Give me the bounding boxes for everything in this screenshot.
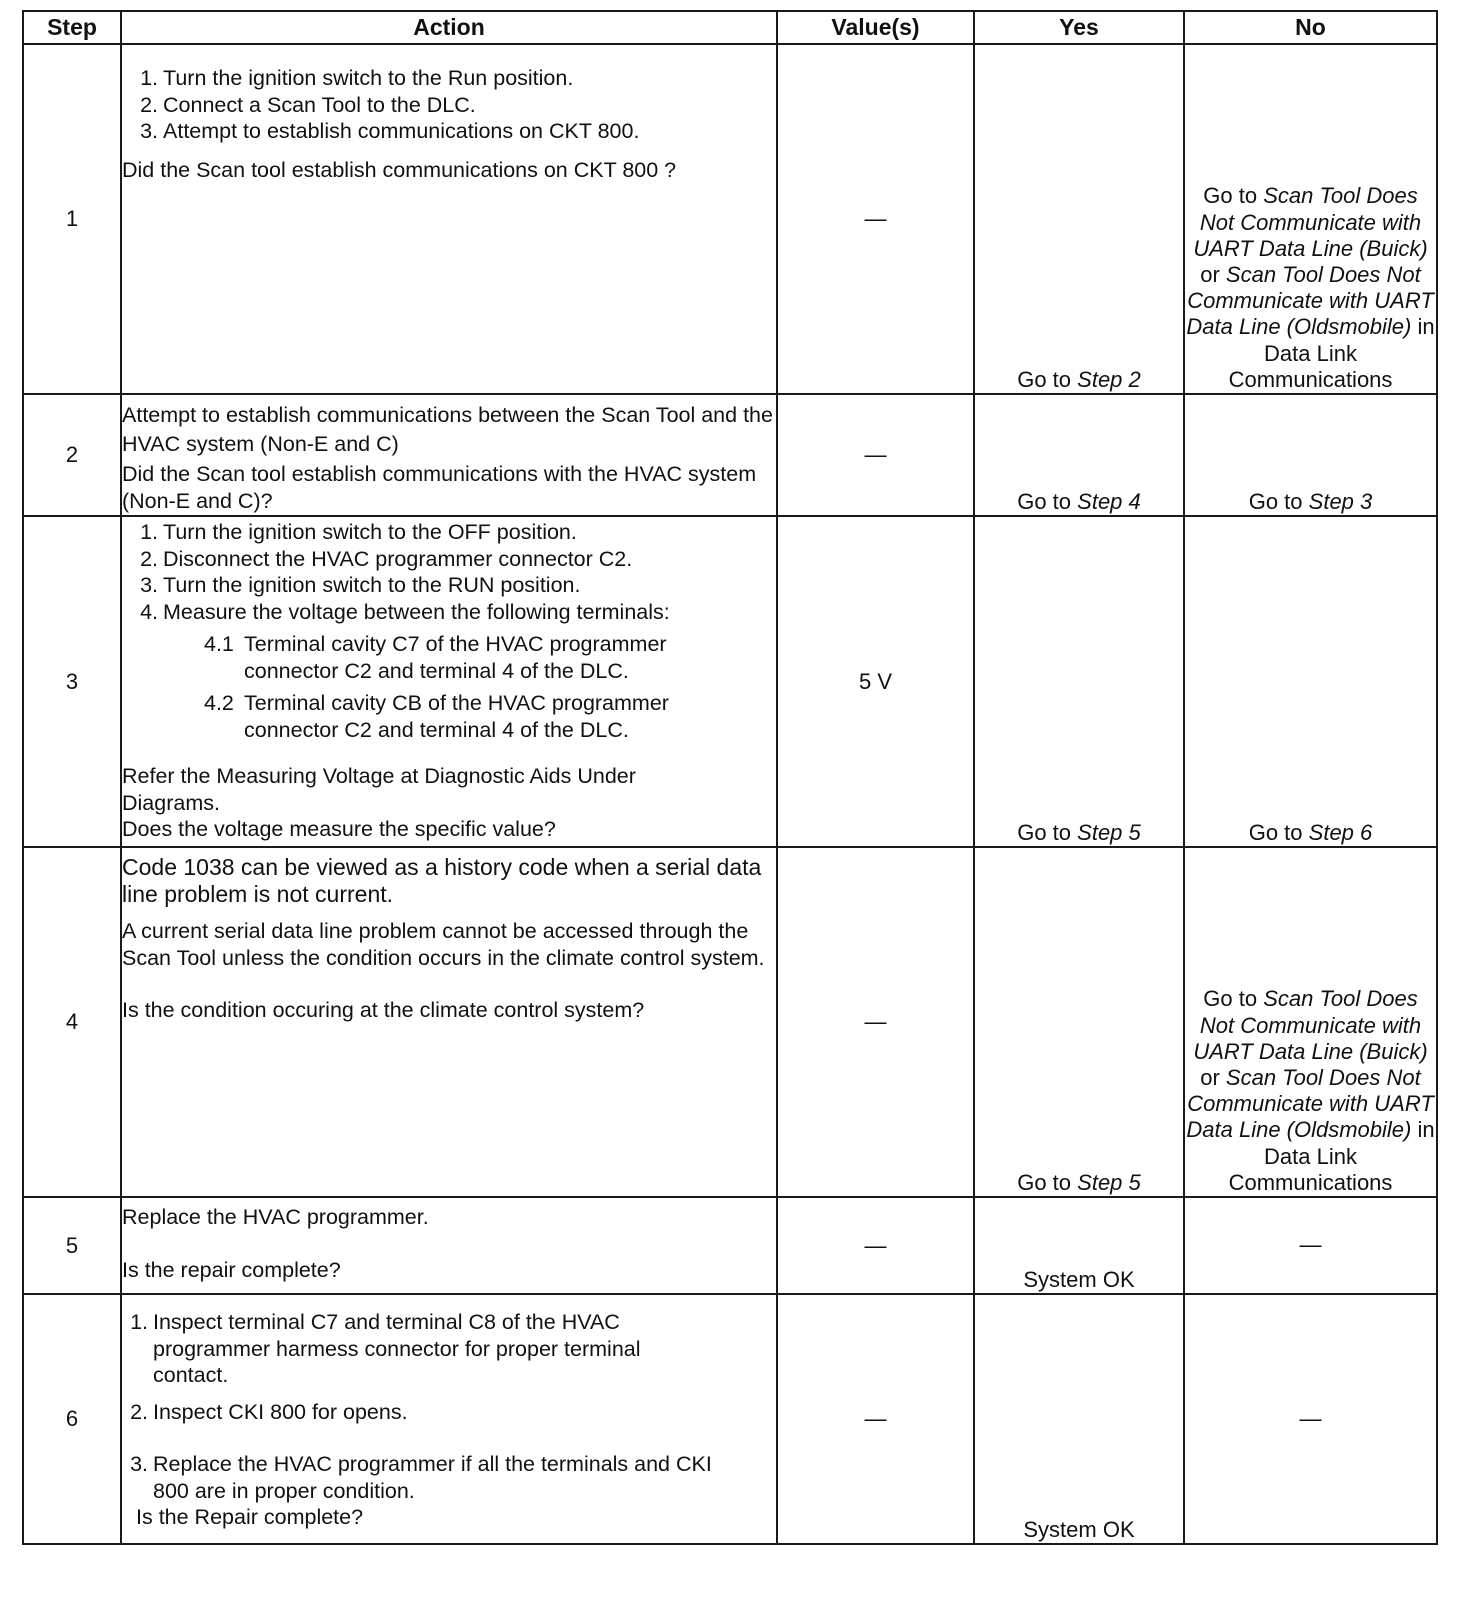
list-item: 2. Inspect CKI 800 for opens. <box>130 1399 408 1424</box>
action-cell <box>121 44 777 394</box>
diagnostic-table <box>22 10 1438 1545</box>
sub-item: 4.2 Terminal cavity CB of the HVAC programmer connector C2 and terminal 4 of the DLC. <box>204 691 669 742</box>
step-number: 6 <box>23 1294 121 1544</box>
action-cell <box>121 394 777 516</box>
no-cell: Go to Scan Tool Does Not Communicate with UART Data Line (Buick) or Scan Tool Does Not Communicate with UART Data Line (Oldsmobile) in Data Link Communications <box>1184 847 1437 1197</box>
action-question: Did the Scan tool establish communications with the HVAC system (Non-E and C)? <box>122 462 757 513</box>
table-row <box>23 516 1437 847</box>
header-yes: Yes <box>974 11 1184 44</box>
action-question: Is the repair complete? <box>122 1257 341 1282</box>
step-link[interactable]: Step 4 <box>1077 489 1141 514</box>
procedure-link-buick[interactable]: Scan Tool Does Not Communicate with UART Data Line (Buick) <box>1193 986 1428 1064</box>
header-values: Value(s) <box>777 11 974 44</box>
list-item: 2. Disconnect the HVAC programmer connector C2. <box>140 546 633 571</box>
value-cell: — <box>777 1294 974 1544</box>
action-cell <box>121 847 777 1197</box>
action-cell <box>121 1294 777 1544</box>
step-number: 2 <box>23 394 121 516</box>
action-reference: Refer the Measuring Voltage at Diagnostic Aids Under Diagrams. <box>122 764 636 815</box>
no-cell: Go to Scan Tool Does Not Communicate with UART Data Line (Buick) or Scan Tool Does Not Communicate with UART Data Line (Oldsmobile) in Data Link Communications <box>1184 44 1437 394</box>
value-cell: 5 V <box>777 516 974 847</box>
header-step: Step <box>23 11 121 44</box>
yes-cell: Go to Step 5 <box>974 516 1184 847</box>
procedure-link-buick[interactable]: Scan Tool Does Not Communicate with UART Data Line (Buick) <box>1193 183 1428 261</box>
step-link[interactable]: Step 5 <box>1077 1170 1141 1195</box>
no-cell: Go to Step 3 <box>1184 394 1437 516</box>
list-item: 1. Turn the ignition switch to the OFF position. <box>140 520 577 544</box>
action-lead: Code 1038 can be viewed as a history code when a serial data line problem is not current. <box>122 854 762 907</box>
value-cell: — <box>777 44 974 394</box>
step-number: 4 <box>23 847 121 1197</box>
yes-cell: Go to Step 5 <box>974 847 1184 1197</box>
list-item: 1. Turn the ignition switch to the Run position. <box>140 66 574 90</box>
procedure-link-oldsmobile[interactable]: Scan Tool Does Not Communicate with UART Data Line (Oldsmobile) <box>1186 261 1434 340</box>
step-link[interactable]: Step 5 <box>1077 820 1141 845</box>
list-item: 1. Inspect terminal C7 and terminal C8 of the HVAC programmer harmess connector for proper terminal contact. <box>130 1310 641 1387</box>
procedure-link-oldsmobile[interactable]: Scan Tool Does Not Communicate with UART Data Line (Oldsmobile) <box>1186 1064 1434 1143</box>
header-no: No <box>1184 11 1437 44</box>
list-item: 3. Attempt to establish communications on CKT 800. <box>140 119 640 143</box>
action-cell <box>121 1197 777 1294</box>
yes-cell: System OK <box>974 1197 1184 1294</box>
value-cell: — <box>777 394 974 516</box>
step-link[interactable]: Step 3 <box>1308 488 1373 514</box>
header-row <box>23 11 1437 44</box>
action-question: Is the Repair complete? <box>136 1505 364 1529</box>
no-cell: — <box>1184 1197 1437 1294</box>
table-row <box>23 847 1437 1197</box>
sub-item: 4.1 Terminal cavity C7 of the HVAC programmer connector C2 and terminal 4 of the DLC. <box>204 632 667 683</box>
action-question: Is the condition occuring at the climate control system? <box>122 998 645 1022</box>
yes-cell: Go to Step 2 <box>974 44 1184 394</box>
action-text: Attempt to establish communications between the Scan Tool and the HVAC system (Non-E and C) <box>122 403 773 456</box>
yes-cell: System OK <box>974 1294 1184 1544</box>
step-link[interactable]: Step 6 <box>1308 819 1373 845</box>
value-cell: — <box>777 847 974 1197</box>
header-action: Action <box>121 11 777 44</box>
action-question: Did the Scan tool establish communications on CKT 800 ? <box>122 157 677 182</box>
action-list <box>122 1309 776 1504</box>
list-item: 4. Measure the voltage between the following terminals: <box>140 599 670 624</box>
step-number: 5 <box>23 1197 121 1294</box>
value-cell: — <box>777 1197 974 1294</box>
no-cell: — <box>1184 1294 1437 1544</box>
list-item: 3. Replace the HVAC programmer if all the terminals and CKI 800 are in proper condition. <box>130 1452 712 1503</box>
step-number: 1 <box>23 44 121 394</box>
action-text: Replace the HVAC programmer. <box>122 1205 429 1229</box>
list-item: 3. Turn the ignition switch to the RUN position. <box>140 573 581 597</box>
step-link[interactable]: Step 2 <box>1077 367 1141 392</box>
table-row <box>23 44 1437 394</box>
list-item: 2. Connect a Scan Tool to the DLC. <box>140 92 476 117</box>
no-cell: Go to Step 6 <box>1184 516 1437 847</box>
action-list <box>132 65 776 145</box>
action-question: Does the voltage measure the specific value? <box>122 817 556 841</box>
action-cell <box>121 516 777 847</box>
action-text: A current serial data line problem cannot be accessed through the Scan Tool unless the condition occurs in the climate control system. <box>122 919 765 970</box>
table-row <box>23 1197 1437 1294</box>
step-number: 3 <box>23 516 121 847</box>
action-list <box>132 519 776 743</box>
yes-cell: Go to Step 4 <box>974 394 1184 516</box>
table-row <box>23 1294 1437 1544</box>
table-row <box>23 394 1437 516</box>
